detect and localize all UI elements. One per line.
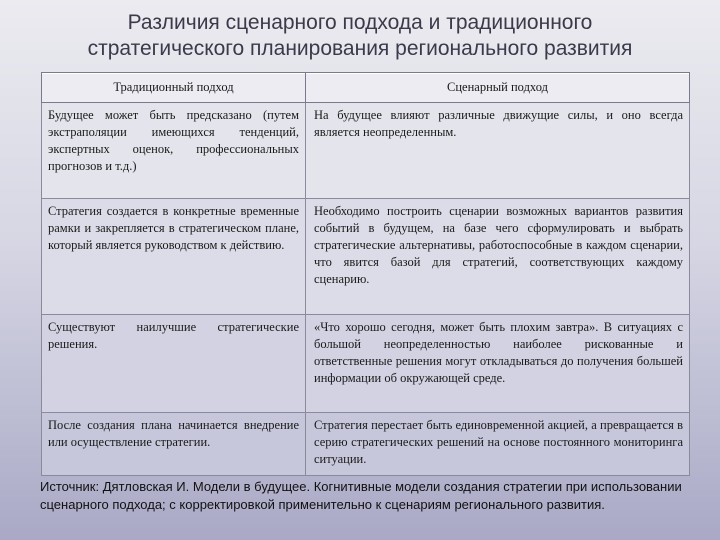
cell-scenario: Необходимо построить сценарии возможных вариантов развития событий в будущем, на базе чего сформулировать и выбрать стратегические альтернативы, работоспособные в каждом сценарии, что явится базой для стратегий, соответствующих каждому сценарию. [306, 199, 690, 315]
header-traditional: Традиционный подход [42, 73, 306, 103]
table-header-row [42, 73, 690, 103]
table-row [42, 315, 690, 413]
cell-scenario: Стратегия перестает быть единовременной акцией, а превращается в серию стратегических решений на основе постоянного мониторинга ситуации. [306, 413, 690, 476]
cell-scenario: «Что хорошо сегодня, может быть плохим завтра». В ситуациях с большой неопределенностью наиболее рискованные и ответственные решения могут откладываться до получения большей информации об окружающей среде. [306, 315, 690, 413]
source-note: Источник: Дятловская И. Модели в будущее. Когнитивные модели создания стратегии при использовании сценарного подхода; с корректировкой применительно к сценариям регионального развития. [40, 479, 682, 512]
cell-traditional: Будущее может быть предсказано (путем экстраполяции имеющихся тенденций, экспертных оценок, профессиональных прогнозов и т.д.) [42, 103, 306, 199]
cell-scenario: На будущее влияют различные движущие силы, и оно всегда является неопределенным. [306, 103, 690, 199]
table-row [42, 199, 690, 315]
cell-traditional: Существуют наилучшие стратегические решения. [42, 315, 306, 413]
title-line-1: Различия сценарного подхода и традиционного [127, 11, 593, 34]
cell-traditional: Стратегия создается в конкретные временные рамки и закрепляется в стратегическом плане, который является руководством к действию. [42, 199, 306, 315]
title-line-2: стратегического планирования регионального развития [87, 37, 633, 60]
table-row [42, 103, 690, 199]
header-scenario: Сценарный подход [306, 73, 690, 103]
page-title [20, 10, 700, 62]
table-row [42, 413, 690, 476]
comparison-table [41, 72, 690, 476]
cell-traditional: После создания плана начинается внедрение или осуществление стратегии. [42, 413, 306, 476]
